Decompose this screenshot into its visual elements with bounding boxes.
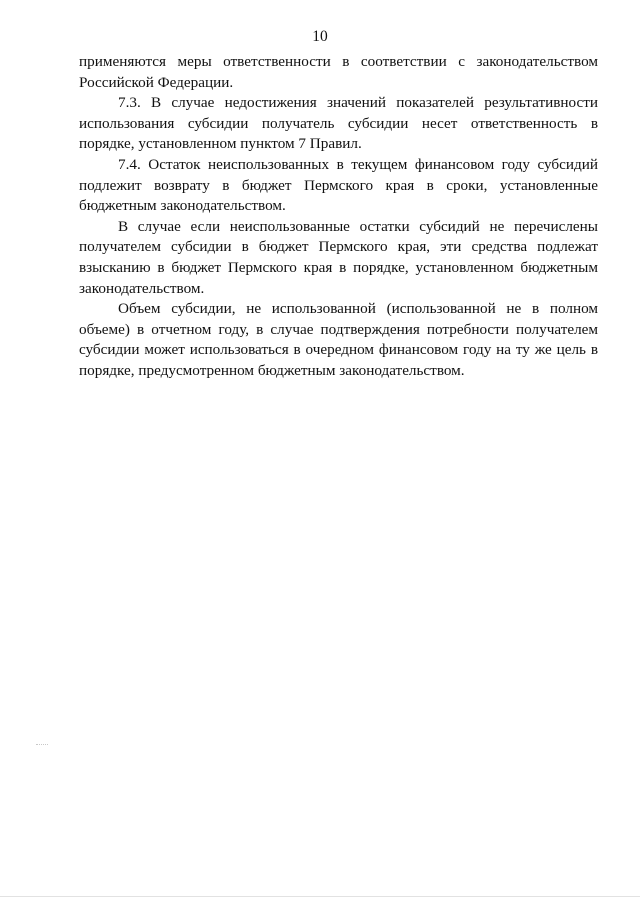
document-body: [79, 52, 598, 382]
paragraph-7-3: 7.3. В случае недостижения значений показателей результативности использования субсидии получатель субсидии несет ответственность в порядке, установленном пунктом 7 Правил.: [79, 94, 598, 153]
paragraph-unspent-balance: В случае если неиспользованные остатки субсидий не перечислены получателем субсидии в бюджет Пермского края, эти средства подлежат взысканию в бюджет Пермского края в порядке, установленном бюджетным законодательством.: [79, 217, 598, 297]
paragraph-continuation: применяются меры ответственности в соответствии с законодательством Российской Федерации.: [79, 53, 598, 91]
page-number: 10: [312, 28, 328, 45]
paragraph-7-4: 7.4. Остаток неиспользованных в текущем финансовом году субсидий подлежит возврату в бюджет Пермского края в сроки, установленные бюджетным законодательством.: [79, 155, 598, 215]
paragraph-subsidy-volume: Объем субсидии, не использованной (использованной не в полном объеме) в отчетном году, в случае подтверждения потребности получателем субсидии может использоваться в очередном финансовом году на ту же цель в порядке, предусмотренном бюджетным законодательством.: [79, 300, 598, 379]
scan-edge-line: [0, 896, 640, 897]
scan-mark: [36, 744, 48, 747]
